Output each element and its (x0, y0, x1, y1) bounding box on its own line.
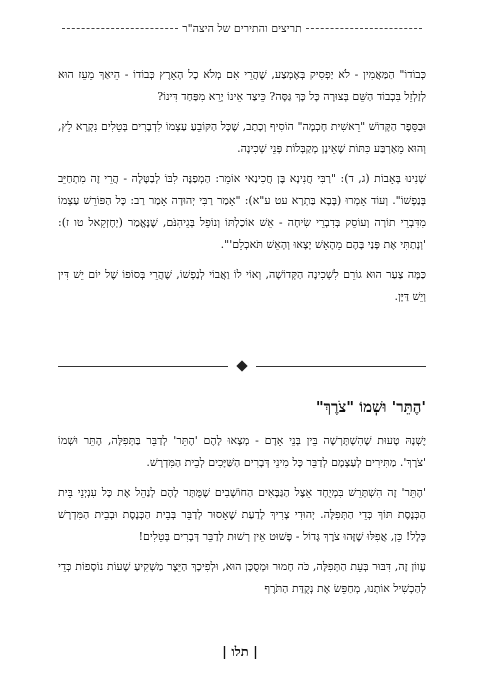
diamond-ornament-icon (236, 360, 247, 371)
running-header (62, 22, 422, 35)
paragraph: עָווֹן זֶה, דִּבּוּר בְּעֵת הַתְּפִלָּה, כֹּה חָמוּר וּמְסֻכָּן הוּא, וּלְפִיכָךְ הַיֵּצֶר מַשְׁקִיעַ שָׁעוֹת נוֹסָפוֹת כְּדֵי לְהַכְשִׁיל אוֹתָנוּ, מְחַפֵּשׂ אֶת נְקֻדַּת הַתֹּרֶף (58, 560, 426, 595)
page-number: | תלו | (222, 645, 258, 660)
divider-line-right (256, 366, 426, 367)
paragraph: כְּבוֹדוֹ" הַמַּאֲמִין - לֹא יַפְסִיק בְּאֶמְצַע, שֶׁהֲרֵי אִם מְלֹא כָל הָאָרֶץ כְּבוֹדוֹ - הֵיאַךְ מֵעֵז הוּא לְזַלְזֵל בִּכְבוֹד הַשֵּׁם בְּצוּרָה כָּל כָּךְ גַּסָּה? כֵּיצַד אֵינוֹ יָרֵא מִפַּחַד דִּינוֹ? (58, 68, 426, 103)
section-divider (58, 362, 426, 370)
paragraph: 'הֶתֵּר' זֶה הִשְׁתָּרֵשׁ בִּמְיֻחָד אֵצֶל הַגַּבָּאִים הַחוֹשְׁבִים שֶׁמֻּתָּר לָהֶם לְנַהֵל אֶת כָּל עִנְיְנֵי בֵּית הַכְּנֶסֶת תּוֹךְ כְּדֵי הַתְּפִלָּה. יְהוּדִי צָרִיךְ לָדַעַת שֶׁאָסוּר לְדַבֵּר בְּבֵית הַכְּנֶסֶת וּבְבֵית הַמִּדְרָשׁ כְּלָל! כֵּן, אֲפִלּוּ שֶׁזֶּהוּ צֹרֶךְ גָּדוֹל - פָּשׁוּט אֵין רְשׁוּת לְדַבֵּר דְּבָרִים בְּטֵלִים! (58, 486, 426, 543)
paragraph: יֶשְׁנָהּ טָעוּת שֶׁהִשְׁתָּרְשָׁה בֵּין בְּנֵי אָדָם - מְצָאוּ לָהֶם 'הֶתֵּר' לְדַבֵּר בַּתְּפִלָּה, הֶתֵּר וּשְׁמוֹ 'צֹרֶךְ'. מַתִּירִים לְעַצְמָם לְדַבֵּר כָּל מִינֵי דְּבָרִים הַשַּׁיָּכִים לְבֵית הַמִּדְרָשׁ. (58, 434, 426, 469)
divider-line-left (58, 366, 228, 367)
paragraph: כַּמָּה צַעַר הוּא גוֹרֵם לִשְׁכִינָה הַקְּדוֹשָׁה, וְאוֹי לוֹ וַאֲבוֹי לְנַפְשׁוֹ, שֶׁהֲרֵי בְּסוֹפוֹ שֶׁל יוֹם יֵשׁ דִּין וְיֵשׁ דַּיָּן. (58, 268, 426, 303)
header-rule-left (62, 28, 178, 29)
section-heading: 'הֶתֵּר' וּשְׁמוֹ "צֹרֶךְ" (315, 398, 426, 416)
running-title: תריצים והתירים של היצה"ר (182, 22, 302, 35)
section-2-body (58, 430, 426, 608)
paragraph: וּבַסֵּפֶר הַקָּדוֹשׁ "רֵאשִׁית חָכְמָה" הוֹסִיף וְכָתַב, שֶׁכָּל הַקּוֹבֵעַ עַצְמוֹ לִדְבָרִים בְּטֵלִים נִקְרָא לֵץ, וְהוּא מֵאַרְבַּע כִּתּוֹת שֶׁאֵינָן מְקַבְּלוֹת פְּנֵי שְׁכִינָה. (58, 120, 426, 155)
section-1-body (58, 64, 426, 316)
paragraph: שָׁנִינוּ בְּאָבוֹת (ג, ד): "רַבִּי חֲנִינָא בֶּן חֲכִינַאי אוֹמֵר: הַמְפַנֶּה לִבּוֹ לְבַטָּלָה - הֲרֵי זֶה מִתְחַיֵּב בְּנַפְשׁוֹ". וְעוֹד אָמְרוּ (בָּבָא בַּתְרָא עט ע"א): "אָמַר רַבִּי יְהוּדָה אָמַר רַב: כָּל הַפּוֹרֵשׁ עַצְמוֹ מִדִּבְרֵי תוֹרָה וְעוֹסֵק בְּדִבְרֵי שִׂיחָה - אֵשׁ אוֹכַלְתּוֹ וְנוֹפֵל בְּגֵיהִנֹּם, שֶׁנֶּאֱמַר (יְחֶזְקֵאל טו ז): 'וְנָתַתִּי אֶת פָּנַי בָּהֶם מֵהָאֵשׁ יָצָאוּ וְהָאֵשׁ תֹּאכְלֵם'". (58, 172, 426, 251)
header-rule-right (306, 28, 422, 29)
